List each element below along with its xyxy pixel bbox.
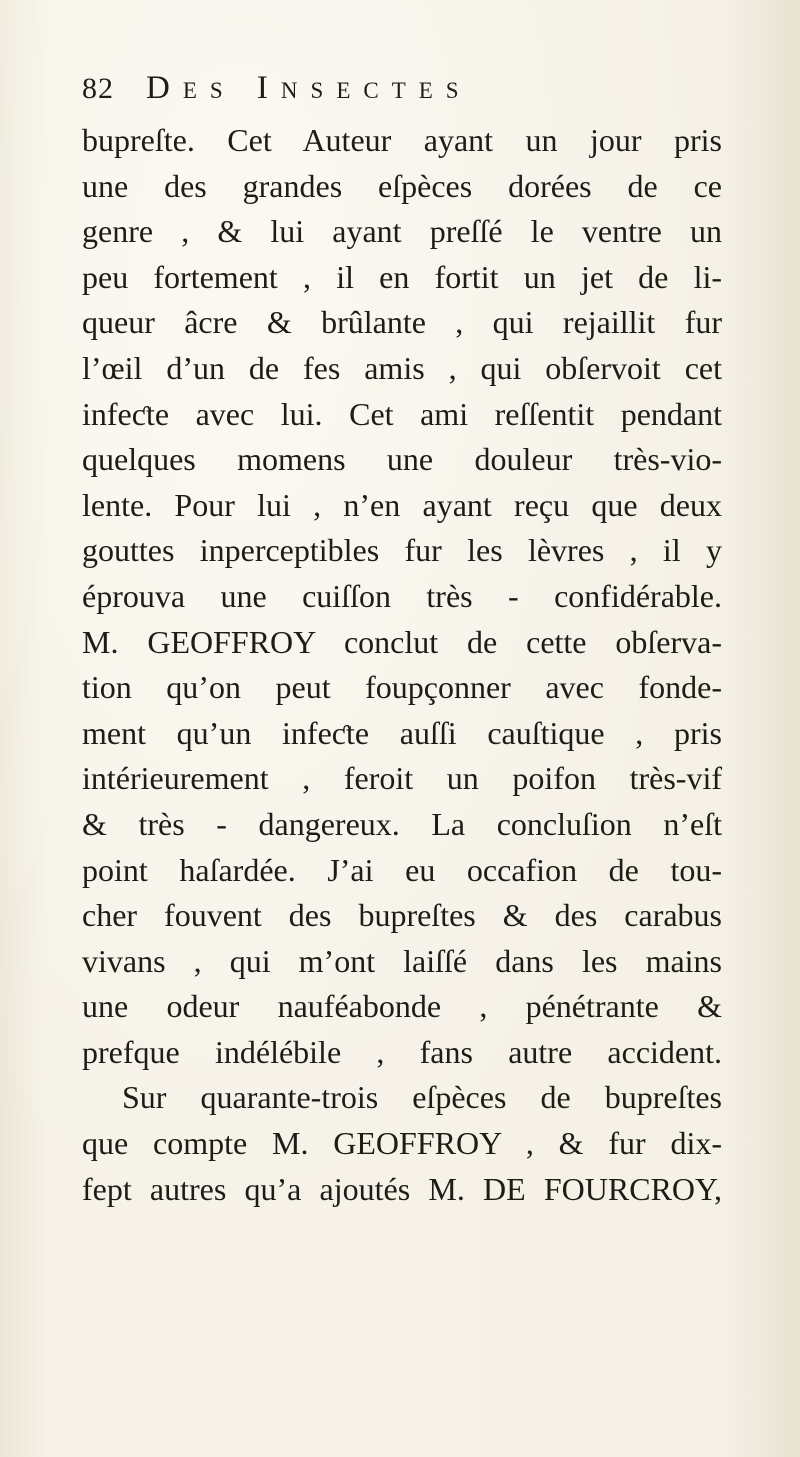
text-line: tion qu’on peut foupçonner avec fonde-	[82, 669, 722, 706]
text-line: queur âcre & brûlante , qui rejaillit fur	[82, 304, 722, 341]
body-text	[82, 118, 722, 1212]
text-line: infeƈte avec lui. Cet ami reſſentit pendant	[82, 395, 722, 432]
text-line: & très - dangereux. La concluſion n’eſt	[82, 805, 722, 842]
running-title: Des Insectes	[146, 70, 472, 106]
text-line: que compte M. GEOFFROY , & fur dix-	[82, 1125, 722, 1162]
text-line: gouttes inperceptibles fur les lèvres , il y	[82, 532, 722, 569]
text-line: genre , & lui ayant preſſé le ventre un	[82, 213, 722, 250]
text-line: point haſardée. J’ai eu occafion de tou-	[82, 851, 722, 888]
text-line: cher fouvent des bupreſtes & des carabus	[82, 897, 722, 934]
text-line: intérieurement , feroit un poifon très-vif	[82, 760, 722, 797]
page-number: 82	[82, 72, 114, 105]
text-line: bupreſte. Cet Auteur ayant un jour pris	[82, 122, 722, 158]
text-line: vivans , qui m’ont laiſſé dans les mains	[82, 942, 722, 979]
text-line: lente. Pour lui , n’en ayant reçu que deux	[82, 486, 722, 523]
text-line: quelques momens une douleur très-vio-	[82, 441, 722, 478]
text-line: fept autres qu’a ajoutés M. DE FOURCROY,	[82, 1170, 722, 1207]
text-line: peu fortement , il en fortit un jet de li-	[82, 258, 722, 295]
text-line: prefque indélébile , fans autre accident.	[82, 1033, 722, 1070]
text-line: Sur quarante-trois eſpèces de bupreſtes	[122, 1079, 722, 1116]
page-header	[82, 70, 722, 114]
text-line: éprouva une cuiſſon très - confidérable.	[82, 577, 722, 614]
text-line: l’œil d’un de fes amis , qui obſervoit cet	[82, 349, 722, 386]
text-line: ment qu’un infeƈte auſſi cauſtique , pris	[82, 714, 722, 751]
text-line: une des grandes eſpèces dorées de ce	[82, 167, 722, 204]
text-line: une odeur nauféabonde , pénétrante &	[82, 988, 722, 1025]
text-line: M. GEOFFROY conclut de cette obſerva-	[82, 623, 722, 660]
